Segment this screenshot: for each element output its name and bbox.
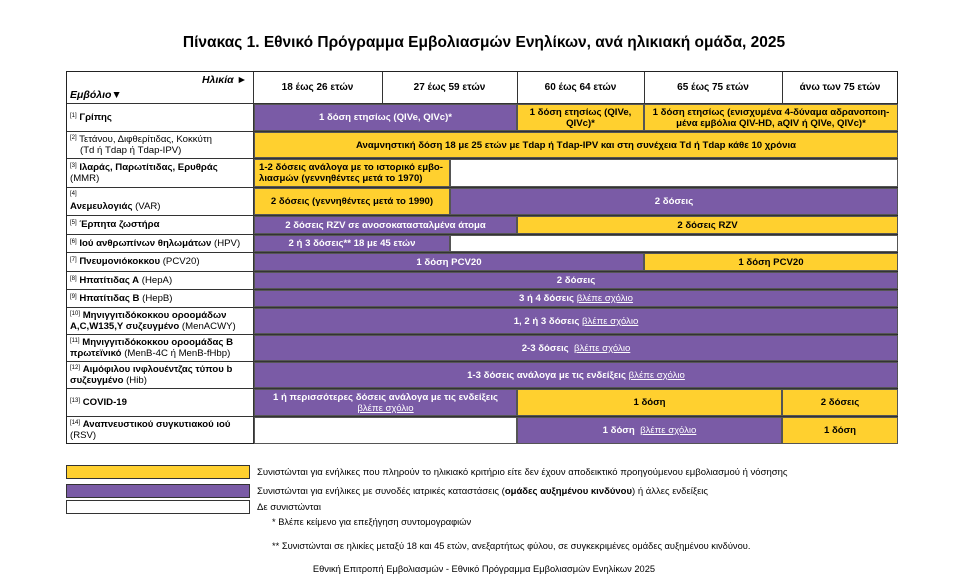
row-label-pneumococcal: [7] Πνευμονιόκοκκου (PCV20) [70,256,200,267]
hpv-bar: 2 ή 3 δόσεις** 18 με 45 ετών [254,235,450,252]
rsv-75plus-bar: 1 δόση [782,417,898,444]
influenza-18-59-bar: 1 δόση ετησίως (QIVe, QIVc)* [254,104,517,131]
zoster-purple-bar: 2 δόσεις RZV σε ανοσοκατασταλμένα άτομα [254,216,517,234]
row-label-menacwy: [10] Μηνιγγιτιδόκοκκου οροομάδων A,C,W135,Y συζευγμένο (MenACWY) [70,309,236,332]
note-hpv-ages: ** Συνιστώνται σε ηλικίες μεταξύ 18 και 45 ετών, ανεξαρτήτως φύλου, σε συγκεκριμένες ομάδες αυξημένου κινδύνου. [272,541,751,551]
corner-cell [67,72,253,103]
zoster-yellow-bar: 2 δόσεις RZV [517,216,898,234]
legend-purple-swatch [66,484,250,498]
row-label-menb: [11] Μηνιγγιτιδόκοκκου οροομάδας Β πρωτεϊνικό (MenB-4C ή MenB-fHbp) [70,336,234,359]
age-header-60-64: 60 έως 64 ετών [544,82,617,93]
row-label-mmr: [3] Ιλαράς, Παρωτίτιδας, Ερυθράς (MMR) [70,161,218,184]
hepb-bar: 3 ή 4 δόσεις βλέπε σχόλιο [254,290,898,307]
mmr-not-recommended [450,159,898,187]
age-axis-label: Ηλικία ► [201,74,247,86]
covid-see-note-link[interactable]: βλέπε σχόλιο [357,403,414,414]
hepa-bar: 2 δόσεις [254,272,898,289]
pcv20-purple-bar: 1 δόση PCV20 [254,253,644,271]
covid-purple-bar: 1 ή περισσότερες δόσεις ανάλογα με τις ενδείξεις βλέπε σχόλιο [254,389,517,416]
row-label-hepa: [8] Ηπατίτιδας Α (HepA) [70,274,173,286]
row-label-rsv: [14] Αναπνευστικού συγκυτιακού ιού (RSV) [70,419,231,441]
age-header-65-75: 65 έως 75 ετών [677,82,749,93]
age-header-27-59: 27 έως 59 ετών [413,82,486,93]
influenza-65plus-bar: 1 δόση ετησίως (ενισχυμένα 4-δύναμα αδρανοποιη-μένα εμβόλια QIV-HD, aQIV ή QIVe, QIVc)* [644,104,898,131]
varicella-yellow-bar: 2 δόσεις (γεννηθέντες μετά το 1990) [254,188,450,215]
rsv-purple-bar: 1 δόση βλέπε σχόλιο [517,417,782,444]
row-label-varicella: [4] Ανεμευλογιάς (VAR) [70,191,161,212]
covid-60-75-bar: 1 δόση [517,389,782,416]
hpv-not-recommended [450,235,898,252]
mmr-bar: 1-2 δόσεις ανάλογα με το ιστορικό εμβο-λιασμών (γεννηθέντες μετά το 1970) [254,159,450,187]
row-label-tdap: [2] Τετάνου, Διφθερίτιδας, Κοκκύτη (Td ή Tdap ή Tdap-IPV) [70,133,212,156]
varicella-purple-bar: 2 δόσεις [450,188,898,215]
row-label-zoster: [5] Έρπητα ζωστήρα [70,219,160,230]
row-label-covid: [13] COVID-19 [70,396,127,408]
row-label-hib: [12] Αιμόφιλου ινφλουέντζας τύπου b συζευγμένο (Hib) [70,363,233,386]
covid-75plus-bar: 2 δόσεις [782,389,898,416]
tdap-bar: Αναμνηστική δόση 18 με 25 ετών με Tdap ή Tdap-IPV και στη συνέχεια Td ή Tdap κάθε 10 χρόνια [254,132,898,158]
row-label-influenza: [1] Γρίπης [70,111,112,123]
influenza-60-64-bar: 1 δόση ετησίως (QIVe, QIVc)* [517,104,644,131]
menacwy-see-note-link[interactable]: βλέπε σχόλιο [582,315,639,327]
hib-bar: 1-3 δόσεις ανάλογα με τις ενδείξεις βλέπε σχόλιο [254,362,898,388]
legend-yellow-text: Συνιστώνται για ενήλικες που πληρούν το ηλικιακό κριτήριο είτε δεν έχουν αποδεικτικό προηγούμενου εμβολιασμού ή νόσησης [257,467,788,478]
rsv-not-recommended [254,417,517,444]
hepb-see-note-link[interactable]: βλέπε σχόλιο [576,293,633,304]
vaccine-axis-label: Εμβόλιο▼ [70,89,122,101]
legend-purple-text: Συνιστώνται για ενήλικες με συνοδές ιατρικές καταστάσεις (ομάδες αυξημένου κινδύνου) ή άλλες ενδείξεις [257,486,708,497]
menb-see-note-link[interactable]: βλέπε σχόλιο [574,342,631,354]
row-label-hepb: [9] Ηπατίτιδας Β (HepB) [70,292,173,304]
vaccination-table [66,71,898,444]
rsv-see-note-link[interactable]: βλέπε σχόλιο [640,425,697,436]
footer-text: Εθνική Επιτροπή Εμβολιασμών - Εθνικό Πρόγραμμα Εμβολιασμών Ενηλίκων 2025 [312,564,656,574]
menb-bar: 2-3 δόσεις βλέπε σχόλιο [254,335,898,361]
menacwy-bar: 1, 2 ή 3 δόσεις βλέπε σχόλιο [254,308,898,334]
hib-see-note-link[interactable]: βλέπε σχόλιο [628,369,685,381]
legend-white-swatch [66,500,250,514]
row-label-hpv: [6] Ιού ανθρωπίνων θηλωμάτων (HPV) [70,237,241,249]
page-title: Πίνακας 1. Εθνικό Πρόγραμμα Εμβολιασμών Ενηλίκων, ανά ηλικιακή ομάδα, 2025 [182,34,786,51]
legend-yellow-swatch [66,465,250,479]
age-header-75plus: άνω των 75 ετών [799,82,881,93]
pcv20-yellow-bar: 1 δόση PCV20 [644,253,898,271]
age-header-18-26: 18 έως 26 ετών [281,82,354,93]
legend-white-text: Δε συνιστώνται [257,502,322,513]
note-abbreviations: * Βλέπε κείμενο για επεξήγηση συντομογραφιών [272,517,472,527]
